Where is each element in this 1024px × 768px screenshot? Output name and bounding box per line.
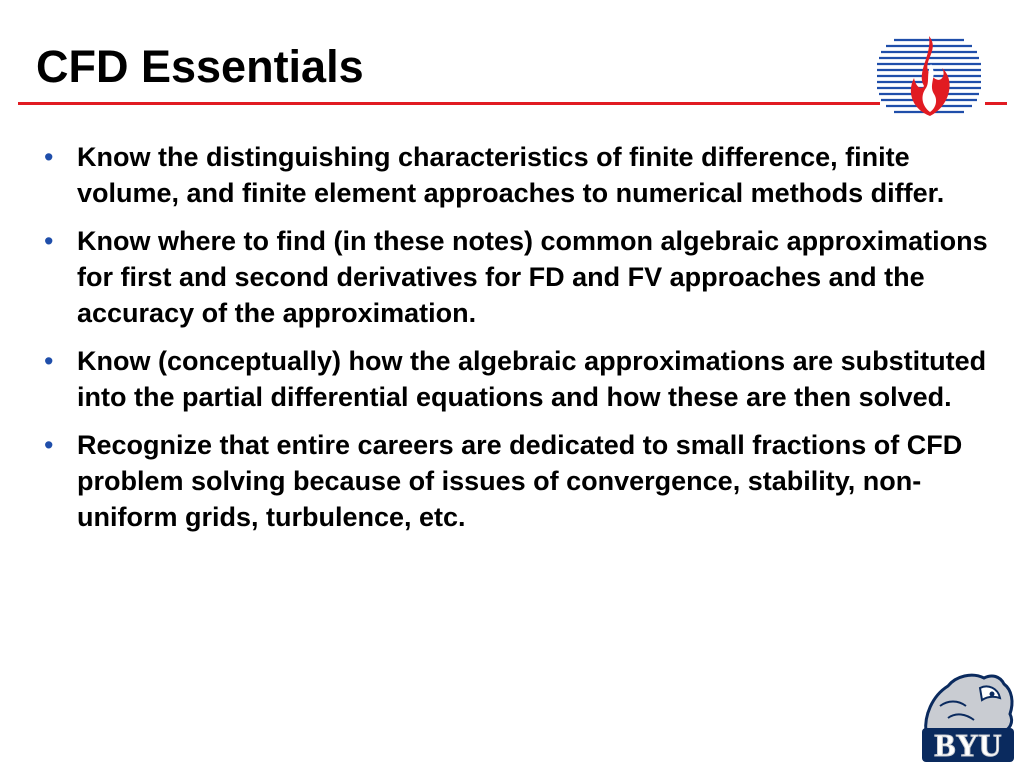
bullet-item xyxy=(44,223,994,331)
bullet-dot: • xyxy=(44,346,54,376)
bullet-text: Know the distinguishing characteristics of finite difference, finite volume, and finite element approaches to numerical methods differ. xyxy=(77,142,945,208)
title-underline xyxy=(18,102,880,105)
bullet-text: Recognize that entire careers are dedicated to small fractions of CFD problem solving because of issues of convergence, stability, non-uniform grids, turbulence, etc. xyxy=(77,430,963,532)
bullet-dot: • xyxy=(44,226,54,256)
bullet-text: Know where to find (in these notes) common algebraic approximations for first and second derivatives for FD and FV approaches and the accuracy of the approximation. xyxy=(77,226,988,328)
flame-logo-icon xyxy=(876,34,982,120)
bullet-text: Know (conceptually) how the algebraic approximations are substituted into the partial differential equations and how these are then solved. xyxy=(77,346,987,412)
slide-title: CFD Essentials xyxy=(36,41,364,92)
bullet-dot: • xyxy=(44,430,54,460)
byu-cougar-logo-icon xyxy=(918,666,1018,766)
byu-wordmark: BYU xyxy=(934,727,1002,763)
bullet-item xyxy=(44,427,994,535)
bullet-dot: • xyxy=(44,142,54,172)
bullet-item xyxy=(44,139,994,211)
title-underline-tail xyxy=(985,102,1007,105)
bullet-list xyxy=(44,139,994,547)
bullet-item xyxy=(44,343,994,415)
